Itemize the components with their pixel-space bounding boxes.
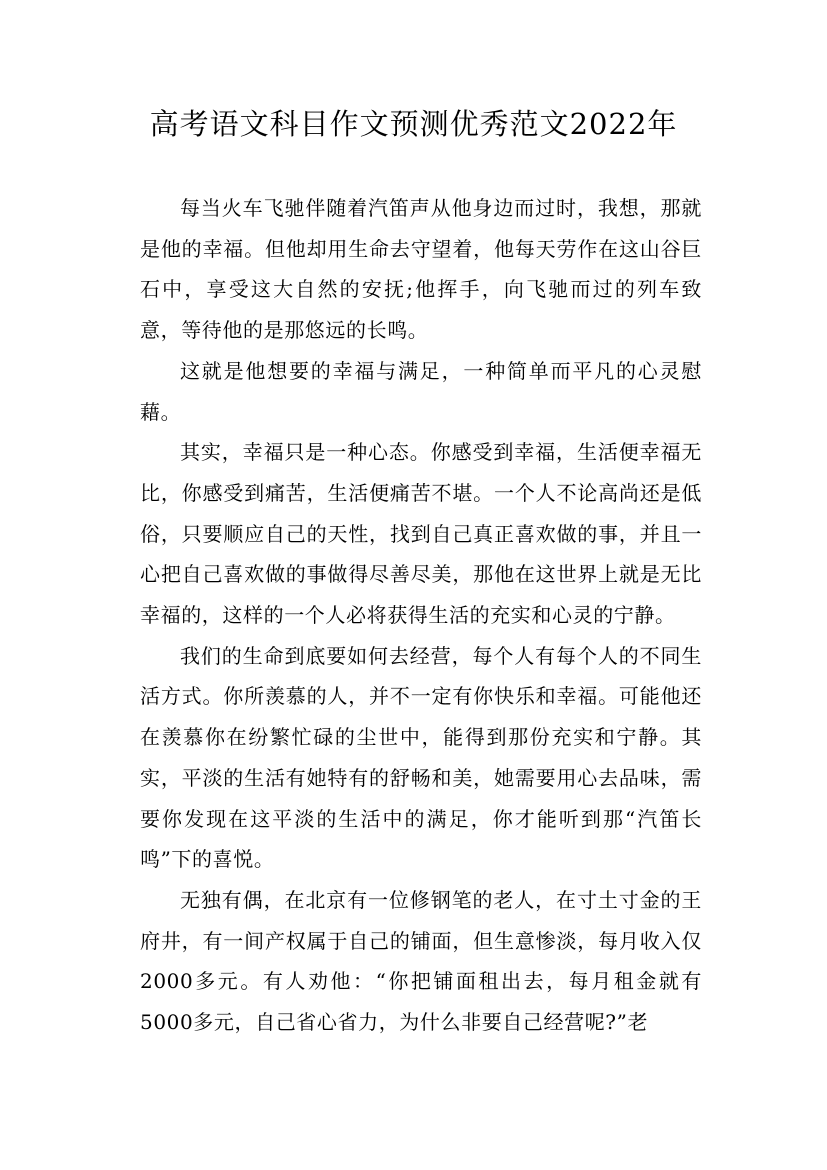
paragraph: 其实，幸福只是一种心态。你感受到幸福，生活便幸福无比，你感受到痛苦，生活便痛苦不堪。一个人不论高尚还是低俗，只要顺应自己的天性，找到自己真正喜欢做的事，并且一心把自己喜欢做的事做得尽善尽美，那他在这世界上就是无比幸福的，这样的一个人必将获得生活的充实和心灵的宁静。 — [140, 440, 702, 628]
paragraph: 每当火车飞驰伴随着汽笛声从他身边而过时，我想，那就是他的幸福。但他却用生命去守望着，他每天劳作在这山谷巨石中，享受这大自然的安抚;他挥手，向飞驰而过的列车致意，等待他的是那悠远的长鸣。 — [140, 196, 702, 343]
paragraph: 我们的生命到底要如何去经营，每个人有每个人的不同生活方式。你所羡慕的人，并不一定有你快乐和幸福。可能他还在羡慕你在纷繁忙碌的尘世中，能得到那份充实和宁静。其实，平淡的生活有她特有的舒畅和美，她需要用心去品味，需要你发现在这平淡的生活中的满足，你才能听到那“汽笛长鸣”下的喜悦。 — [140, 643, 702, 872]
document-body — [140, 188, 702, 1043]
document-title: 高考语文科目作文预测优秀范文2022年 — [149, 107, 678, 141]
paragraph: 无独有偶，在北京有一位修钢笔的老人，在寸土寸金的王府井，有一间产权属于自己的铺面，但生意惨淡，每月收入仅2000多元。有人劝他：“你把铺面租出去，每月租金就有5000多元，自己省心省力，为什么非要自己经营呢?”老 — [140, 887, 702, 1035]
paragraph: 这就是他想要的幸福与满足，一种简单而平凡的心灵慰藉。 — [140, 358, 702, 424]
